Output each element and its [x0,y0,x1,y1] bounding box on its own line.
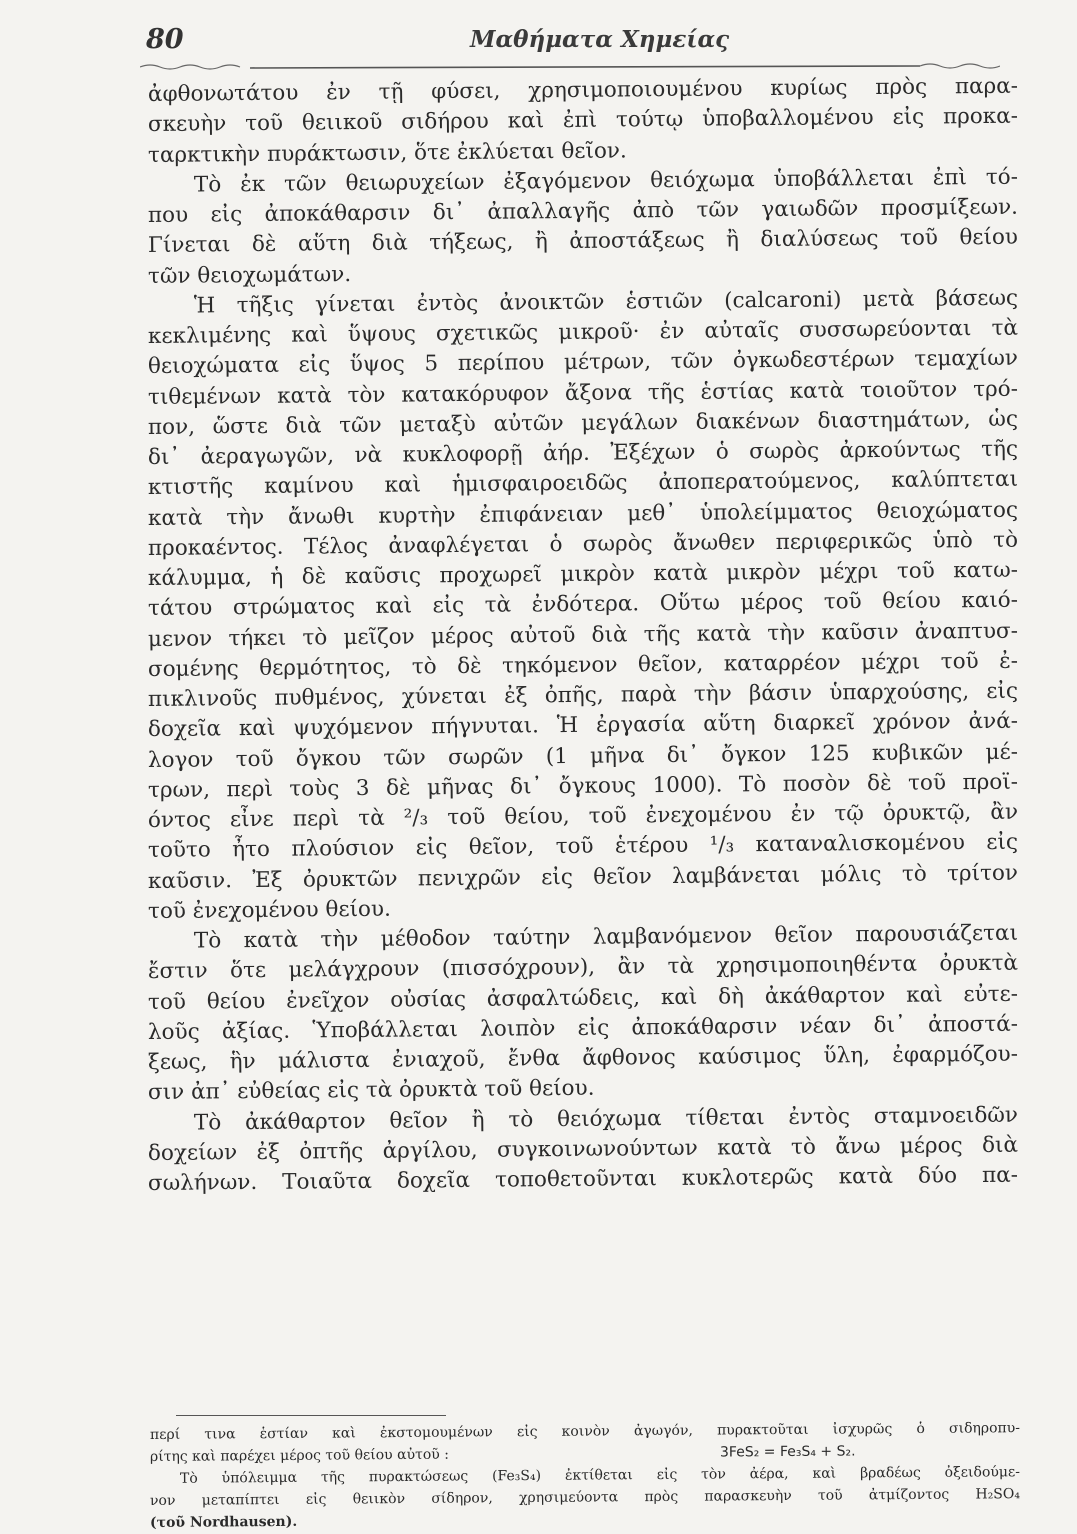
footnotes [149,1420,1021,1534]
text-line: τιθεμένων κατὰ τὸν κατακόρυφον ἄξονα τῆς ἑστίας κατὰ τοιοῦτον τρό- [147,376,1019,410]
text-line: μενον τήκει τὸ μεῖζον μέρος αὐτοῦ διὰ τῆς κατὰ τὴν καῦσιν ἀναπτυσ- [147,618,1019,652]
text-line: ἔστιν ὅτε μελάγχρουν (πισσόχρουν), ἂν τὰ χρησιμοποιηθέντα ὀρυκτὰ [147,950,1019,985]
page-number: 80 [146,24,184,55]
text-line: θειοχώματα εἰς ὕψος 5 περίπου μέτρων, τῶν ὀγκωδεστέρων τεμαχίων [147,345,1019,380]
text-line: κεκλιμένης καὶ ὕψους σχετικῶς μικροῦ· ἐν αὐταῖς συσσωρεύονται τὰ [147,315,1019,349]
page-header [140,18,1000,62]
text-line: όντος εἶνε περὶ τὰ ²/₃ τοῦ θείου, τοῦ ἐνεχομένου ἐν τῷ ὀρυκτῷ, ἂν [147,799,1019,833]
text-line: σιν ἀπ᾽ εὐθείας εἰς τὰ ὀρυκτὰ τοῦ θείου. [147,1075,595,1106]
text-line: σκευὴν τοῦ θειικοῦ σιδήρου καὶ ἐπὶ τούτῳ ὑποβαλλομένου εἰς προκα- [147,103,1019,138]
running-title: Μαθήματα Χημείας [470,26,730,53]
text-line: τάτου στρώματος καὶ εἰς τὰ ἐνδότερα. Οὕτω μέρος τοῦ θείου καιό- [147,587,1019,622]
text-line: κάλυμμα, ἡ δὲ καῦσις προχωρεῖ μικρὸν κατὰ μικρὸν μέχρι τοῦ κατω- [147,557,1019,591]
text-line: τοῦ θείου ἐνεῖχον οὐσίας ἀσφαλτώδεις, καὶ δὴ ἀκάθαρτον καὶ εὐτε- [147,981,1019,1015]
header-ornamental-rule [140,60,1000,74]
text-line: τρων, περὶ τοὺς 3 δὲ μῆνας δι᾽ ὄγκους 1000). Τὸ ποσὸν δὲ τοῦ προϊ- [147,769,1019,803]
text-line: σομένης θερμότητος, τὸ δὲ τηκόμενον θεῖον, καταρρέον μέχρι τοῦ ἐ- [147,648,1019,682]
footnote-line: (τοῦ Nordhausen). [149,1513,298,1531]
text-line: Τὸ ἀκάθαρτον θεῖον ἢ τὸ θειόχωμα τίθεται ἐντὸς σταμνοειδῶν [193,1102,1019,1136]
chemical-equation: 3FeS₂ = Fe₃S₄ + S₂. [719,1443,856,1461]
footnote-line: περί τινα ἑστίαν καὶ ἐκστομουμένων εἰς κοινὸν ἀγωγόν, πυρακτοῦται ἰσχυρῶς ὁ σιδηροπυ- [149,1420,1021,1443]
text-line: κτιστῆς καμίνου καὶ ἡμισφαιροειδῶς ἀποπερατούμενος, καλύπτεται [147,466,1019,501]
text-line: τοῦ ἐνεχομένου θείου. [147,896,391,924]
text-line: δοχεῖα καὶ ψυχόμενον πήγνυται. Ἡ ἐργασία αὕτη διαρκεῖ χρόνον ἀνά- [147,708,1019,743]
text-line: προκαέντος. Τέλος ἀναφλέγεται ὁ σωρὸς ἄνωθεν περιφερικῶς ὑπὸ τὸ [147,527,1019,561]
text-line: τῶν θειοχωμάτων. [147,261,352,289]
text-line: ξεως, ἣν μάλιστα ἐνιαχοῦ, ἔνθα ἄφθονος καύσιμος ὕλη, ἐφαρμόζου- [147,1041,1019,1075]
footnote-rule [176,1415,446,1416]
text-line: πικλινοῦς πυθμένος, χύνεται ἐξ ὀπῆς, παρὰ τὴν βάσιν ὑπαρχούσης, εἰς [147,678,1019,712]
text-line: ἀφθονωτάτου ἐν τῇ φύσει, χρησιμοποιουμένου κυρίως πρὸς παρα- [147,73,1019,107]
text-line: ταρκτικὴν πυράκτωσιν, ὅτε ἐκλύεται θεῖον. [147,137,627,168]
text-line: λογον τοῦ ὄγκου τῶν σωρῶν (1 μῆνα δι᾽ ὄγκον 125 κυβικῶν μέ- [147,739,1019,773]
body-text [147,73,1019,1199]
text-line: Τὸ ἐκ τῶν θειωρυχείων ἐξαγόμενον θειόχωμα ὑποβάλλεται ἐπὶ τό- [193,164,1019,198]
text-line: σωλήνων. Τοιαῦτα δοχεῖα τοποθετοῦνται κυκλοτερῶς κατὰ δύο πα- [147,1162,1019,1196]
text-line: Τὸ κατὰ τὴν μέθοδον ταύτην λαμβανόμενον θεῖον παρουσιάζεται [193,920,1019,954]
text-line: τοῦτο ἦτο πλούσιον εἰς θεῖον, τοῦ ἑτέρου ¹/₃ καταναλισκομένου εἰς [147,829,1019,864]
text-line: Ἡ τῆξις γίνεται ἐντὸς ἀνοικτῶν ἑστιῶν (calcaroni) μετὰ βάσεως [193,285,1019,319]
footnote-line: νον μεταπίπτει εἰς θειικὸν σίδηρον, χρησιμεύοντα πρὸς παρασκευὴν τοῦ ἀτμίζοντος H₂SO₄ [149,1486,1021,1509]
text-line: Γίνεται δὲ αὕτη διὰ τήξεως, ἢ ἀποστάξεως ἢ διαλύσεως τοῦ θείου [147,224,1019,259]
text-line: λοῦς ἀξίας. Ὑποβάλλεται λοιπὸν εἰς ἀποκάθαρσιν νέαν δι᾽ ἀποστά- [147,1011,1019,1045]
text-line: δι᾽ ἀεραγωγῶν, νὰ κυκλοφορῇ ἀήρ. Ἐξέχων ὁ σωρὸς ἀρκούντως τῆς [147,436,1019,470]
text-line: πον, ὥστε διὰ τῶν μεταξὺ αὐτῶν μεγάλων διακένων διαστημάτων, ὡς [147,406,1019,440]
footnote-line: Τὸ ὑπόλειμμα τῆς πυρακτώσεως (Fe₃S₄) ἐκτίθεται εἰς τὸν ἀέρα, καὶ βραδέως ὀξειδούμε- [179,1464,1021,1487]
text-line: δοχείων ἐξ ὀπτῆς ἀργίλου, συγκοινωνούντων κατὰ τὸ ἄνω μέρος διὰ [147,1132,1019,1166]
text-line: που εἰς ἀποκάθαρσιν δι᾽ ἀπαλλαγῆς ἀπὸ τῶν γαιωδῶν προσμίξεων. [147,194,1019,228]
footnote-text: ρίτης καὶ παρέχει μέρος τοῦ θείου αὐτοῦ : [149,1446,449,1465]
text-line: κατὰ τὴν ἄνωθι κυρτὴν ἐπιφάνειαν μεθ᾽ ὑπολείμματος θειοχώματος [147,497,1019,531]
text-line: καῦσιν. Ἐξ ὀρυκτῶν πενιχρῶν εἰς θεῖον λαμβάνεται μόλις τὸ τρίτον [147,860,1019,894]
